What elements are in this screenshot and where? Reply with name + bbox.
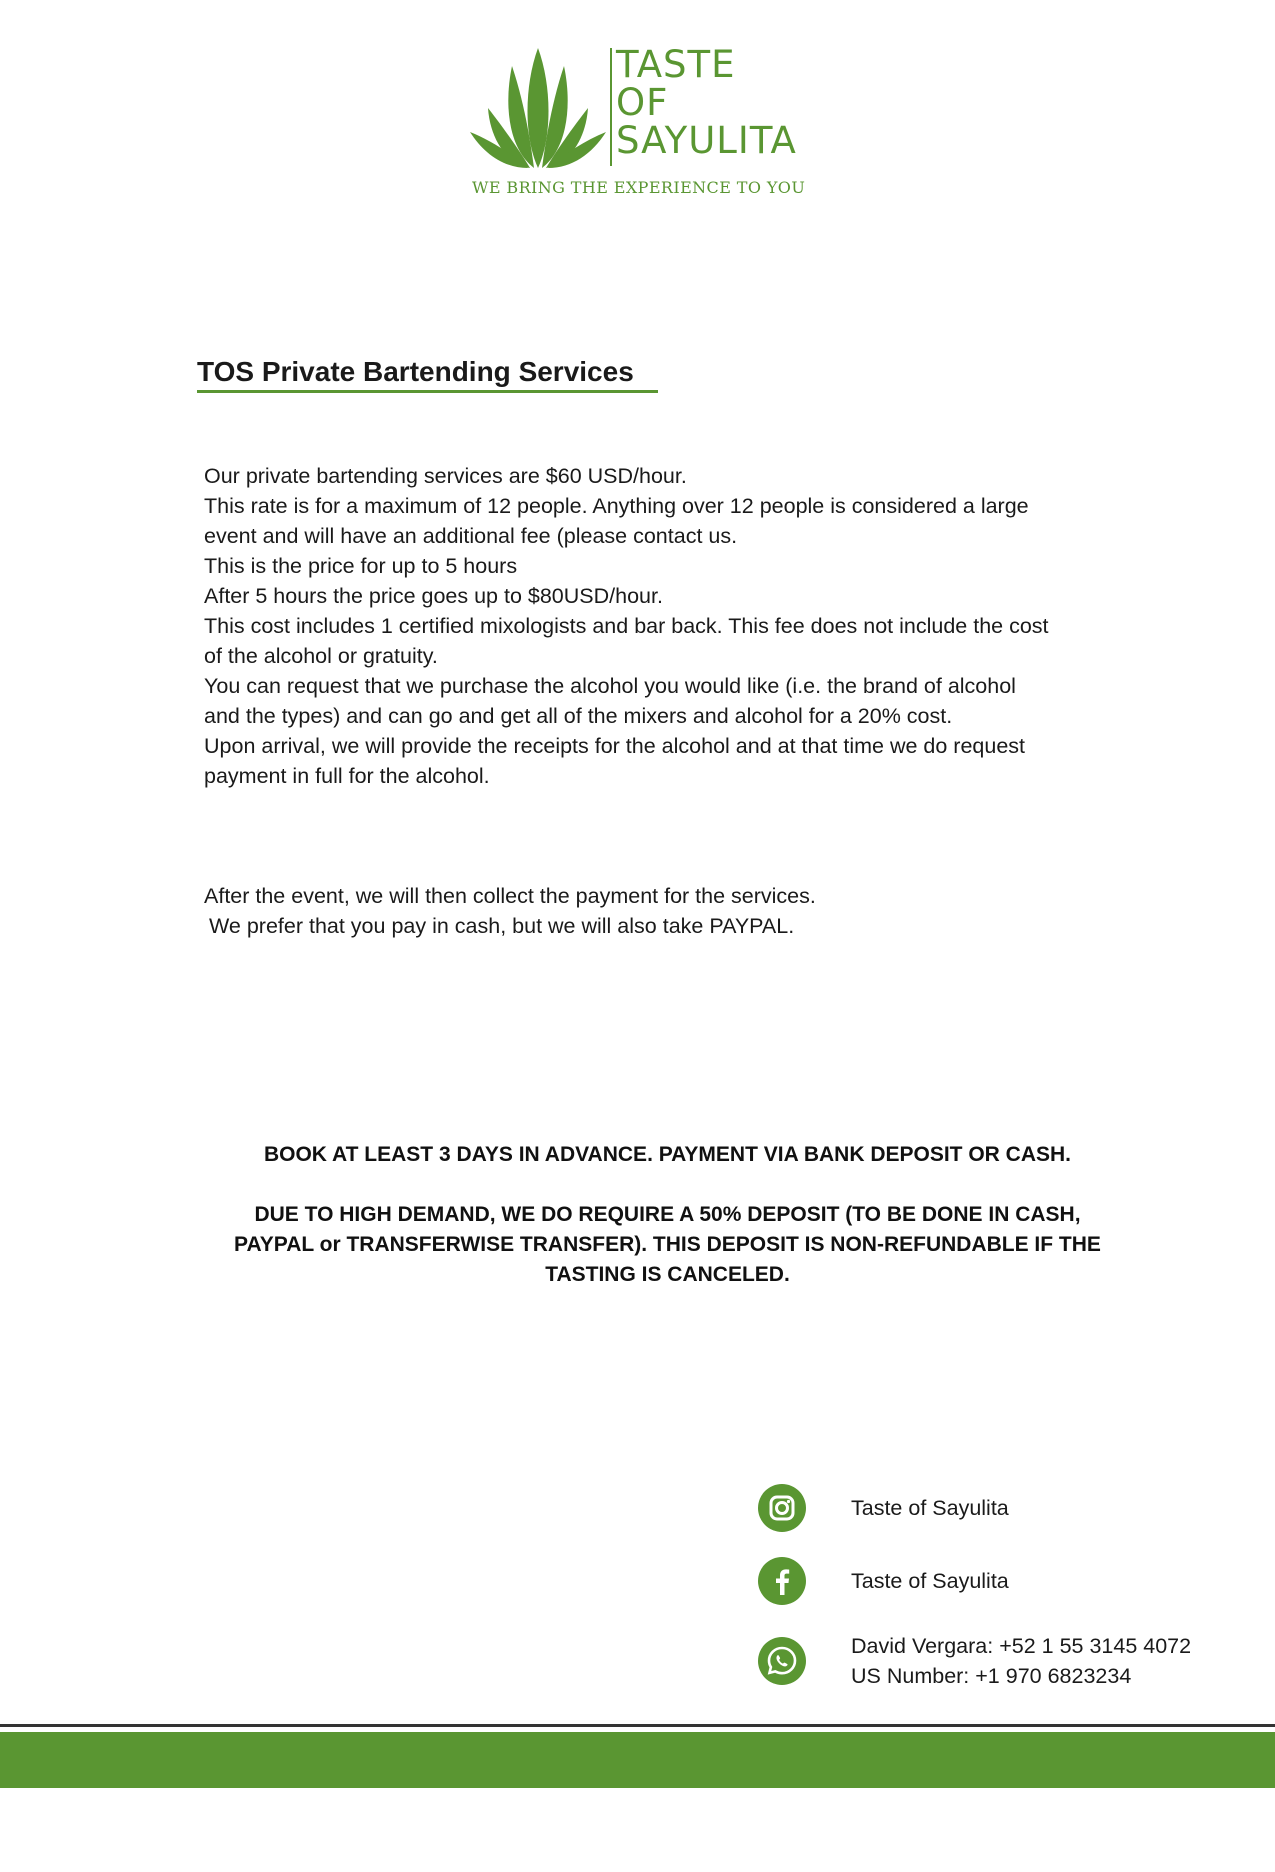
booking-notice: [190, 1140, 1145, 1170]
body-line: This cost includes 1 certified mixologists and bar back. This fee does not include the cost: [204, 614, 1049, 638]
body-line: After the event, we will then collect the payment for the services.: [204, 884, 816, 908]
body-line: After 5 hours the price goes up to $80USD/hour.: [204, 584, 663, 608]
body-line: This is the price for up to 5 hours: [204, 554, 518, 578]
deposit-notice: [190, 1200, 1145, 1290]
logo-line-sayulita: SAYULITA: [616, 119, 797, 162]
body-line: and the types) and can go and get all of the mixers and alcohol for a 20% cost.: [204, 704, 953, 728]
body-line: You can request that we purchase the alcohol you would like (i.e. the brand of alcohol: [204, 674, 1016, 698]
notice-line: BOOK AT LEAST 3 DAYS IN ADVANCE. PAYMENT VIA BANK DEPOSIT OR CASH.: [263, 1143, 1072, 1166]
title-underline: [197, 390, 658, 393]
contact-whatsapp: [758, 1631, 1191, 1691]
contact-facebook: [758, 1557, 1009, 1605]
tagline: WE BRING THE EXPERIENCE TO YOU: [472, 178, 806, 197]
logo-line-of: OF: [616, 81, 669, 124]
agave-plant-icon: [468, 46, 608, 171]
body-line: of the alcohol or gratuity.: [204, 644, 438, 668]
footer-bar: [0, 1732, 1275, 1788]
logo-line-taste: TASTE: [616, 43, 736, 86]
whatsapp-icon: [758, 1637, 806, 1685]
body-line: We prefer that you pay in cash, but we will also take PAYPAL.: [209, 914, 795, 938]
notice-line: DUE TO HIGH DEMAND, WE DO REQUIRE A 50% DEPOSIT (TO BE DONE IN CASH,: [254, 1203, 1081, 1226]
logo-divider: [610, 48, 612, 166]
contact-instagram: [758, 1484, 1009, 1532]
body-line: payment in full for the alcohol.: [204, 764, 490, 788]
body-line: This rate is for a maximum of 12 people. Anything over 12 people is considered a large: [204, 494, 1029, 518]
instagram-icon: [758, 1484, 806, 1532]
facebook-icon: [758, 1557, 806, 1605]
notice-line: PAYPAL or TRANSFERWISE TRANSFER). THIS DEPOSIT IS NON-REFUNDABLE IF THE: [234, 1233, 1101, 1256]
pricing-details: [204, 461, 1134, 791]
footer-divider: [0, 1724, 1275, 1727]
phone-mexico: David Vergara: +52 1 55 3145 4072: [851, 1634, 1192, 1658]
facebook-handle: Taste of Sayulita: [851, 1569, 1009, 1593]
whatsapp-numbers: [851, 1631, 1191, 1691]
body-line: event and will have an additional fee (please contact us.: [204, 524, 738, 548]
body-line: Our private bartending services are $60 USD/hour.: [204, 464, 687, 488]
body-line: Upon arrival, we will provide the receipts for the alcohol and at that time we do request: [204, 734, 1026, 758]
payment-details: [204, 881, 1134, 941]
instagram-handle: Taste of Sayulita: [851, 1496, 1009, 1520]
logo-wordmark: [616, 43, 797, 162]
page-title: TOS Private Bartending Services: [197, 356, 634, 387]
notice-line: TASTING IS CANCELED.: [545, 1263, 790, 1286]
phone-us: US Number: +1 970 6823234: [851, 1664, 1132, 1688]
